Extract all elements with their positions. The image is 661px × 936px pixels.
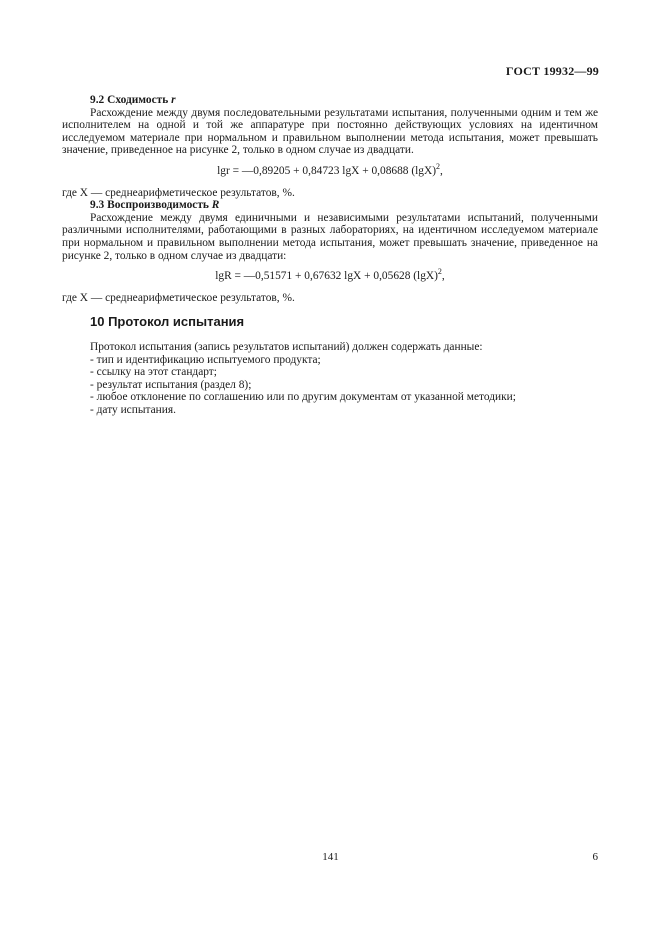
subsection-9-2-symbol: r [171,94,176,106]
subsection-9-3-number: 9.3 [90,199,105,212]
reproducibility-formula [62,267,598,283]
subsection-9-2-title: Сходимость [107,94,169,106]
repeatability-formula-body: lgr = —0,89205 + 0,84723 lgX + 0,08688 (lgX) [217,164,437,177]
standard-code: ГОСТ 19932—99 [505,64,599,78]
list-item: - любое отклонение по соглашению или по другим документам от указанной методики; [90,391,516,404]
reproducibility-formula-end: , [441,270,445,283]
list-item: - тип и идентификацию испытуемого продукта; [90,353,321,366]
reproducibility-formula-body: lgR = —0,51571 + 0,67632 lgX + 0,05628 (lgX) [215,270,438,283]
repeatability-formula [62,162,598,178]
repeatability-formula-end: , [440,164,443,177]
section-10-intro: Протокол испытания (запись результатов испытаний) должен содержать данные: [90,340,483,353]
section-10-title: 10 Протокол испытания [90,314,245,330]
sheet-number: 6 [592,851,598,863]
subsection-9-3-symbol: R [211,199,220,212]
list-item: - результат испытания (раздел 8); [90,378,252,391]
subsection-9-3-title: Воспроизводимость [107,199,209,212]
subsection-9-2-text: Расхождение между двумя последовательными результатами испытания, полученными одним и тем же исполнителем на одной и той же аппаратуре при постоянно действующих условиях на идентичном исследуемом материале при нормальном и правильном выполнении метода испытания, может превышать значение, приведенное на рисунке 2, только в одном случае из двадцати. [62,106,598,157]
subsection-9-2-heading [62,94,598,107]
document-body [62,94,598,416]
reproducibility-formula-exponent: 2 [437,267,442,277]
subsection-9-3-text: Расхождение между двумя единичными и независимыми результатами испытаний, полученными различными исполнителями, работающими в разных лабораториях, на идентичном исследуемом материале при нормальном и правильном выполнении метода испытания, может превышать значение, приведенное на рисунке 2, только в одном случае из двадцати: [62,211,598,262]
subsection-9-2-number: 9.2 [90,94,105,106]
reproducibility-where: где X — среднеарифметическое результатов, %. [62,291,295,304]
list-item: - ссылку на этот стандарт; [90,366,217,379]
page-number: 141 [322,851,339,863]
repeatability-formula-exponent: 2 [436,162,441,172]
repeatability-where: где X — среднеарифметическое результатов, %. [62,186,295,199]
subsection-9-3-heading [62,199,598,212]
protocol-contents-list [62,354,598,417]
list-item: - дату испытания. [90,403,176,416]
